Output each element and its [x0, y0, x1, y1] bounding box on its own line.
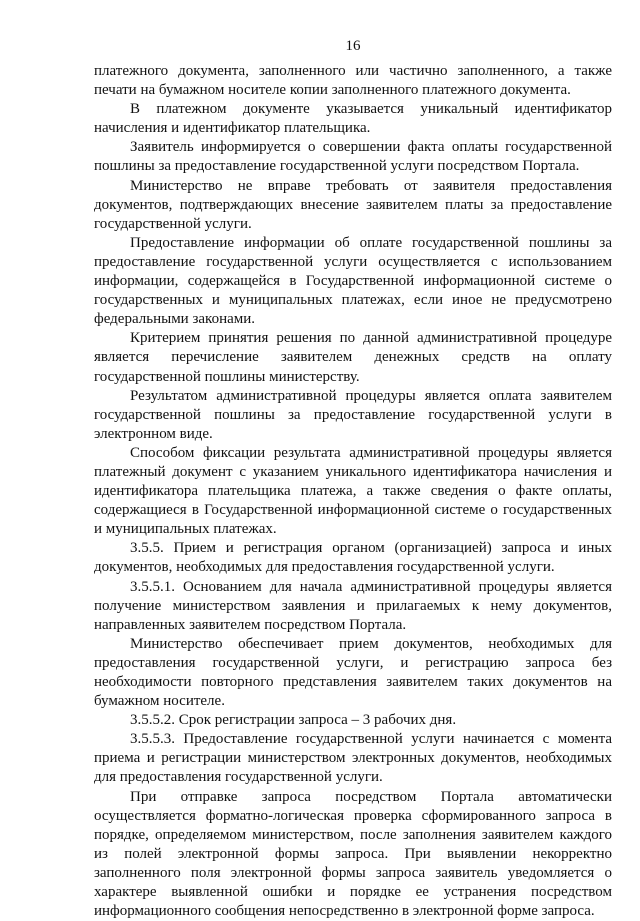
paragraph-result-recording: Способом фиксации результата административной процедуры является платежный документ с указанием уникального идентификатора начисления и идентификатора плательщика платежа, а также сведения о факте оплаты, содержащиеся в Государственной информационной системе о государственных и муниципальных платежах. — [94, 444, 612, 538]
paragraph-section-3-5-5-1: 3.5.5.1. Основанием для начала административной процедуры является получение министерством заявления и прилагаемых к нему документов, направленных заявителем посредством Портала. — [94, 578, 612, 633]
page-number: 16 — [345, 38, 361, 54]
paragraph-payment-information: Предоставление информации об оплате государственной пошлины за предоставление государственной услуги осуществляется с использованием информации, содержащейся в Государственной информационной системе о государственных и муниципальных платежах, если иное не предусмотрено федеральными законами. — [94, 234, 612, 328]
paragraph-payment-document-identifiers: В платежном документе указывается уникальный идентификатор начисления и идентификатор плательщика. — [94, 101, 612, 137]
paragraph-document-acceptance: Министерство обеспечивает прием документов, необходимых для предоставления государственной услуги, и регистрацию запроса без необходимости повторного представления заявителем таких документов на бумажном носителе. — [94, 635, 612, 710]
paragraph-procedure-result: Результатом административной процедуры является оплата заявителем государственной пошлины за предоставление государственной услуги в электронном виде. — [94, 387, 612, 442]
paragraph-applicant-informed: Заявитель информируется о совершении факта оплаты государственной пошлины за предоставление государственной услуги посредством Портала. — [94, 139, 612, 175]
paragraph-decision-criterion: Критерием принятия решения по данной административной процедуре является перечисление заявителем денежных средств на оплату государственной пошлины министерству. — [94, 330, 612, 385]
paragraph-section-3-5-5: 3.5.5. Прием и регистрация органом (организацией) запроса и иных документов, необходимых для предоставления государственной услуги. — [94, 540, 612, 576]
paragraph-format-logical-check: При отправке запроса посредством Портала автоматически осуществляется форматно-логическая проверка сформированного запроса в порядке, определяемом министерством, после заполнения заявителем каждого из полей электронной формы запроса. При выявлении некорректно заполненного поля электронной формы запроса заявитель уведомляется о характере выявленной ошибки и порядке ее устранения посредством информационного сообщения непосредственно в электронной форме запроса. — [94, 788, 612, 920]
paragraph-continuation: платежного документа, заполненного или частично заполненного, а также печати на бумажном носителе копии заполненного платежного документа. — [94, 63, 612, 99]
document-body — [94, 62, 612, 921]
paragraph-ministry-restriction: Министерство не вправе требовать от заявителя предоставления документов, подтверждающих внесение заявителем платы за предоставление государственной услуги. — [94, 177, 612, 232]
paragraph-section-3-5-5-3: 3.5.5.3. Предоставление государственной услуги начинается с момента приема и регистрации министерством электронных документов, необходимых для предоставления государственной услуги. — [94, 731, 612, 786]
paragraph-section-3-5-5-2: 3.5.5.2. Срок регистрации запроса – 3 рабочих дня. — [130, 712, 457, 729]
